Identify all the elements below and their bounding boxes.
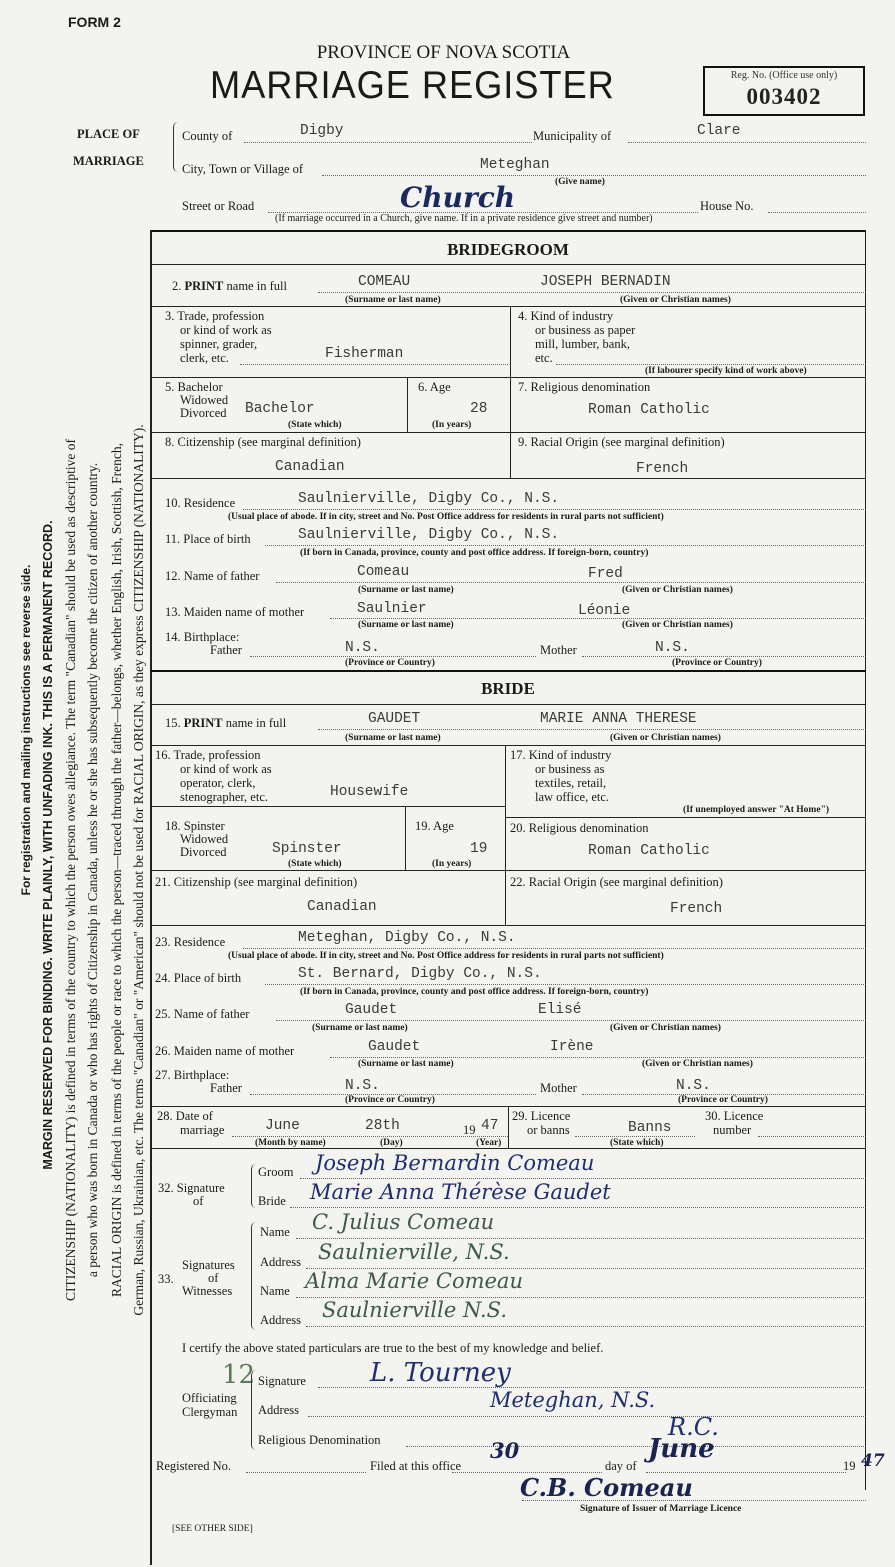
label: law office, etc. [535, 790, 610, 804]
box-top [150, 230, 866, 232]
groom-status: Bachelor [245, 401, 315, 417]
clergy-signature-label: Signature [258, 1374, 306, 1388]
dotted-line [306, 1326, 866, 1327]
marriage-month: June [265, 1118, 300, 1134]
surname-sublabel: (Surname or last name) [358, 585, 454, 595]
industry-note: (If unemployed answer "At Home") [683, 805, 830, 815]
bride-religion: Roman Catholic [588, 843, 710, 859]
filed-month: June [648, 1434, 715, 1464]
county-label: County of [182, 129, 233, 143]
street-label: Street or Road [182, 199, 255, 213]
column-divider [407, 377, 408, 432]
brace-icon [251, 1222, 256, 1330]
bride-heading: BRIDE [481, 679, 535, 698]
racial-definition-2: German, Russian, Ukrainian, etc. The terms "Canadian" or "American" should not be used for RACIAL ORIGIN, as they express CITIZENSHIP (NATIONALITY). [131, 424, 146, 1316]
bride-age: 19 [470, 841, 488, 857]
dotted-line [244, 142, 532, 143]
groom-signature: Joseph Bernardin Comeau [315, 1151, 595, 1175]
label: mill, lumber, bank, [535, 337, 630, 351]
given-sublabel: (Given or Christian names) [622, 585, 733, 595]
witness2-address-label: Address [260, 1313, 301, 1327]
bridegroom-heading: BRIDEGROOM [447, 240, 569, 259]
mother-label: 26. Maiden name of mother [155, 1044, 295, 1058]
city-value: Meteghan [480, 157, 550, 173]
brace-icon [251, 1370, 256, 1450]
filed-day: 30 [490, 1438, 520, 1463]
licence-or-banns: Banns [628, 1120, 672, 1136]
residence-sublabel: (Usual place of abode. If in city, street and No. Post Office address for residents in rural parts not sufficient) [228, 512, 664, 522]
brace-icon [173, 122, 178, 172]
province-sublabel: (Province or Country) [345, 658, 435, 668]
father-label: 25. Name of father [155, 1007, 250, 1021]
groom-trade: Fisherman [325, 346, 404, 362]
signature-label: of [193, 1194, 204, 1208]
groom-mother-birthplace: N.S. [655, 640, 690, 656]
marriage-year: 47 [481, 1118, 499, 1134]
label: Divorced [180, 406, 227, 420]
reg-number-box [703, 66, 865, 116]
issuer-signature: C.B. Comeau [520, 1473, 693, 1502]
label: or kind of work as [180, 762, 272, 776]
province-sublabel: (Province or Country) [345, 1095, 435, 1105]
citizenship-label: 21. Citizenship (see marginal definition) [155, 875, 358, 889]
divider [505, 817, 866, 818]
groom-given-names: JOSEPH BERNADIN [540, 274, 671, 290]
bride-residence: Meteghan, Digby Co., N.S. [298, 930, 516, 946]
label: or business as paper [535, 323, 636, 337]
racial-origin-label: 9. Racial Origin (see marginal definition) [518, 435, 725, 449]
bride-signature-label: Bride [258, 1194, 286, 1208]
column-divider [505, 745, 506, 925]
label: textiles, retail, [535, 776, 607, 790]
industry-note: (If labourer specify kind of work above) [645, 366, 807, 376]
given-sublabel: (Given or Christian names) [610, 1023, 721, 1033]
bride-racial-origin: French [670, 901, 723, 917]
label: 18. Spinster [165, 819, 225, 833]
month-sublabel: (Month by name) [255, 1138, 326, 1148]
form-number: FORM 2 [68, 14, 121, 30]
citizenship-definition-1: CITIZENSHIP (NATIONALITY) is defined in terms of the country to which the person owes allegiance. The term "Canadian" should be used as descriptive of [63, 438, 78, 1302]
label: or kind of work as [180, 323, 272, 337]
print-emphasis: PRINT [183, 716, 223, 730]
column-divider [508, 1106, 509, 1148]
groom-mother-surname: Saulnier [357, 601, 427, 617]
birthplace-label: 11. Place of birth [165, 532, 251, 546]
bride-status: Spinster [272, 841, 342, 857]
residence-label: 10. Residence [165, 496, 236, 510]
marriage-day: 28th [365, 1118, 400, 1134]
dotted-line [322, 175, 866, 176]
date-label: 28. Date of [157, 1109, 213, 1123]
label: operator, clerk, [180, 776, 256, 790]
day-of-label: day of [605, 1459, 637, 1473]
label: 5. Bachelor [165, 380, 223, 394]
dotted-line [556, 364, 866, 365]
religion-label: 7. Religious denomination [518, 380, 651, 394]
county-value: Digby [300, 123, 344, 139]
father-birthplace-label: Father [210, 643, 242, 657]
given-sublabel: (Given or Christian names) [622, 620, 733, 630]
bride-signature: Marie Anna Thérèse Gaudet [310, 1180, 611, 1204]
mother-birthplace-label: Mother [540, 643, 577, 657]
dotted-line [758, 1136, 866, 1137]
bride-father-surname: Gaudet [345, 1002, 398, 1018]
dotted-line [318, 292, 866, 293]
residence-sublabel: (Usual place of abode. If in city, street and No. Post Office address for residents in rural parts not sufficient) [228, 951, 664, 961]
dotted-line [276, 1020, 866, 1021]
dotted-line [296, 1238, 866, 1239]
groom-mother-given: Léonie [578, 603, 631, 619]
divider [150, 264, 866, 265]
surname-sublabel: (Surname or last name) [358, 620, 454, 630]
field-number: 15. [165, 716, 184, 730]
dotted-line [318, 729, 866, 730]
years-sublabel: (In years) [432, 420, 472, 430]
year-prefix: 19 [463, 1123, 476, 1137]
dotted-line [290, 1207, 866, 1208]
witnesses-label: of [208, 1271, 219, 1285]
brace-icon [251, 1164, 256, 1208]
age-label: 6. Age [418, 380, 451, 394]
licence-number-label: number [713, 1123, 752, 1137]
margin-binding-note: MARGIN RESERVED FOR BINDING. WRITE PLAINLY, WITH UNFADING INK. THIS IS A PERMANENT RECORD. [41, 520, 55, 1170]
witness1-name: C. Julius Comeau [312, 1210, 495, 1234]
age-label: 19. Age [415, 819, 454, 833]
box-right [865, 230, 866, 1490]
dotted-line [300, 1178, 866, 1179]
divider [150, 925, 866, 926]
bride-birthplace: St. Bernard, Digby Co., N.S. [298, 966, 542, 982]
surname-sublabel: (Surname or last name) [358, 1059, 454, 1069]
column-divider [405, 806, 406, 870]
groom-age: 28 [470, 401, 488, 417]
witness2-name-label: Name [260, 1284, 290, 1298]
clergyman-label: Clergyman [182, 1405, 238, 1419]
bride-trade: Housewife [330, 784, 409, 800]
licence-number-label: 30. Licence [705, 1109, 764, 1123]
street-value: Church [400, 181, 516, 214]
issuer-signature-label: Signature of Issuer of Marriage Licence [580, 1504, 742, 1514]
label: or business as [535, 762, 605, 776]
divider [150, 478, 866, 479]
municipality-value: Clare [697, 123, 741, 139]
state-sublabel: (State which) [288, 420, 342, 430]
groom-signature-label: Groom [258, 1165, 294, 1179]
give-name-note: (Give name) [555, 177, 605, 187]
city-label: City, Town or Village of [182, 162, 304, 176]
clergy-signature: L. Tourney [370, 1358, 511, 1388]
dotted-line [768, 212, 866, 213]
groom-racial-origin: French [636, 461, 689, 477]
birthplace-label: 24. Place of birth [155, 971, 242, 985]
signature-label: 32. Signature [158, 1181, 225, 1195]
divider [150, 432, 866, 433]
father-birthplace-label: Father [210, 1081, 242, 1095]
divider [150, 745, 866, 746]
certification-statement: I certify the above stated particulars are true to the best of my knowledge and belief. [182, 1341, 604, 1355]
groom-father-birthplace: N.S. [345, 640, 380, 656]
day-sublabel: (Day) [380, 1138, 403, 1148]
dotted-line [250, 656, 536, 657]
father-label: 12. Name of father [165, 569, 260, 583]
given-sublabel: (Given or Christian names) [620, 295, 731, 305]
licence-banns-label: 29. Licence [512, 1109, 571, 1123]
margin-instructions: For registration and mailing instructions see reverse side. [19, 564, 33, 896]
bride-surname: GAUDET [368, 711, 421, 727]
witnesses-label: Witnesses [182, 1284, 233, 1298]
birth-sublabel: (If born in Canada, province, county and post office address. If foreign-born, country) [300, 987, 649, 997]
divider [150, 306, 866, 307]
witness2-name: Alma Marie Comeau [305, 1269, 523, 1293]
bride-mother-given: Irène [550, 1039, 594, 1055]
citizenship-definition-2: a person who was born in Canada or who has rights of Citizenship in Canada, unless he or she has subsequently become the citizen of another country. [85, 462, 100, 1278]
witness1-name-label: Name [260, 1225, 290, 1239]
mother-label: 13. Maiden name of mother [165, 605, 305, 619]
province-sublabel: (Province or Country) [672, 658, 762, 668]
bride-mother-birthplace: N.S. [676, 1078, 711, 1094]
print-emphasis: PRINT [184, 279, 224, 293]
municipality-label: Municipality of [533, 129, 612, 143]
dotted-line [276, 582, 866, 583]
registered-no-label: Registered No. [156, 1459, 231, 1473]
birth-sublabel: (If born in Canada, province, county and post office address. If foreign-born, country) [300, 548, 649, 558]
bride-given-names: MARIE ANNA THERESE [540, 711, 697, 727]
birthplace-parents-label: 14. Birthplace: [165, 630, 240, 644]
filed-year: 47 [861, 1451, 885, 1471]
groom-father-surname: Comeau [357, 564, 410, 580]
state-sublabel: (State which) [288, 859, 342, 869]
dotted-line [628, 142, 866, 143]
residence-label: 23. Residence [155, 935, 226, 949]
divider [150, 670, 866, 672]
bride-father-birthplace: N.S. [345, 1078, 380, 1094]
label: clerk, etc. [180, 351, 229, 365]
clergy-address-label: Address [258, 1403, 299, 1417]
label: Widowed [180, 832, 229, 846]
label: spinner, grader, [180, 337, 258, 351]
date-label: marriage [180, 1123, 225, 1137]
dotted-line [265, 984, 866, 985]
province-sublabel: (Province or Country) [678, 1095, 768, 1105]
house-label: House No. [700, 199, 754, 213]
divider [150, 870, 866, 871]
witness2-address: Saulnierville N.S. [322, 1298, 507, 1322]
groom-residence: Saulnierville, Digby Co., N.S. [298, 491, 560, 507]
clergy-denomination: R.C. [668, 1413, 719, 1441]
dotted-line [330, 1057, 866, 1058]
filed-label: Filed at this office [370, 1459, 462, 1473]
groom-religion: Roman Catholic [588, 402, 710, 418]
place-heading-2: MARRIAGE [73, 154, 144, 168]
dotted-line [575, 1136, 695, 1137]
clergyman-label: Officiating [182, 1391, 237, 1405]
page-title: MARRIAGE REGISTER [210, 64, 615, 107]
label: 16. Trade, profession [155, 748, 261, 762]
label: Divorced [180, 845, 227, 859]
groom-surname: COMEAU [358, 274, 411, 290]
divider [150, 1148, 866, 1149]
dotted-line [246, 1472, 366, 1473]
bride-name-label [165, 717, 286, 730]
bride-citizenship: Canadian [307, 899, 377, 915]
divider [150, 806, 506, 807]
column-divider [510, 306, 511, 478]
citizenship-label: 8. Citizenship (see marginal definition) [165, 435, 361, 449]
bride-father-given: Elisé [538, 1002, 582, 1018]
dotted-line [265, 545, 866, 546]
dotted-line [240, 364, 508, 365]
divider [150, 704, 866, 705]
label-text: name in full [223, 279, 287, 293]
label: Widowed [180, 393, 229, 407]
street-note: (If marriage occurred in a Church, give name. If in a private residence give street and number) [275, 213, 653, 224]
surname-sublabel: (Surname or last name) [345, 295, 441, 305]
place-heading-1: PLACE OF [77, 127, 140, 141]
groom-birthplace: Saulnierville, Digby Co., N.S. [298, 527, 560, 543]
groom-citizenship: Canadian [275, 459, 345, 475]
province-heading: PROVINCE OF NOVA SCOTIA [316, 42, 571, 63]
label: etc. [535, 351, 553, 365]
state-sublabel: (State which) [610, 1138, 664, 1148]
bride-mother-surname: Gaudet [368, 1039, 421, 1055]
licence-banns-label: or banns [527, 1123, 570, 1137]
mother-birthplace-label: Mother [540, 1081, 577, 1095]
groom-father-given: Fred [588, 566, 623, 582]
clergy-address: Meteghan, N.S. [490, 1388, 656, 1412]
religion-label: 20. Religious denomination [510, 821, 649, 835]
see-other-side-note: [SEE OTHER SIDE] [172, 1524, 253, 1534]
year-sublabel: (Year) [476, 1138, 502, 1148]
field-number: 2. [172, 279, 185, 293]
dotted-line [308, 1416, 866, 1417]
racial-origin-label: 22. Racial Origin (see marginal definition) [510, 875, 723, 889]
witness1-address: Saulnierville, N.S. [318, 1240, 510, 1264]
label: 3. Trade, profession [165, 309, 265, 323]
label: 4. Kind of industry [518, 309, 614, 323]
surname-sublabel: (Surname or last name) [345, 733, 441, 743]
divider [150, 377, 866, 378]
label: stenographer, etc. [180, 790, 269, 804]
groom-name-label [172, 280, 287, 293]
years-sublabel: (In years) [432, 859, 472, 869]
dotted-line [582, 656, 866, 657]
dotted-line [243, 948, 866, 949]
label: 17. Kind of industry [510, 748, 612, 762]
witness-field-number: 33. [158, 1272, 174, 1286]
label-text: name in full [222, 716, 287, 730]
witnesses-label: Signatures [182, 1258, 235, 1272]
birthplace-parents-label: 27. Birthplace: [155, 1068, 230, 1082]
given-sublabel: (Given or Christian names) [610, 733, 721, 743]
year-prefix: 19 [843, 1459, 856, 1473]
surname-sublabel: (Surname or last name) [312, 1023, 408, 1033]
denomination-label: Religious Denomination [258, 1433, 381, 1447]
handwritten-mark: 12 [222, 1360, 256, 1390]
reg-box-label: Reg. No. (Office use only) [730, 70, 838, 81]
dotted-line [406, 1446, 866, 1447]
box-left [150, 230, 152, 1565]
racial-definition-1: RACIAL ORIGIN is defined in terms of the people or race to which the person—traced through the father—belongs, whether English, Irish, Scottish, French, [109, 443, 124, 1297]
dotted-line [243, 509, 866, 510]
given-sublabel: (Given or Christian names) [642, 1059, 753, 1069]
reg-number: 003402 [746, 84, 822, 109]
witness1-address-label: Address [260, 1255, 301, 1269]
